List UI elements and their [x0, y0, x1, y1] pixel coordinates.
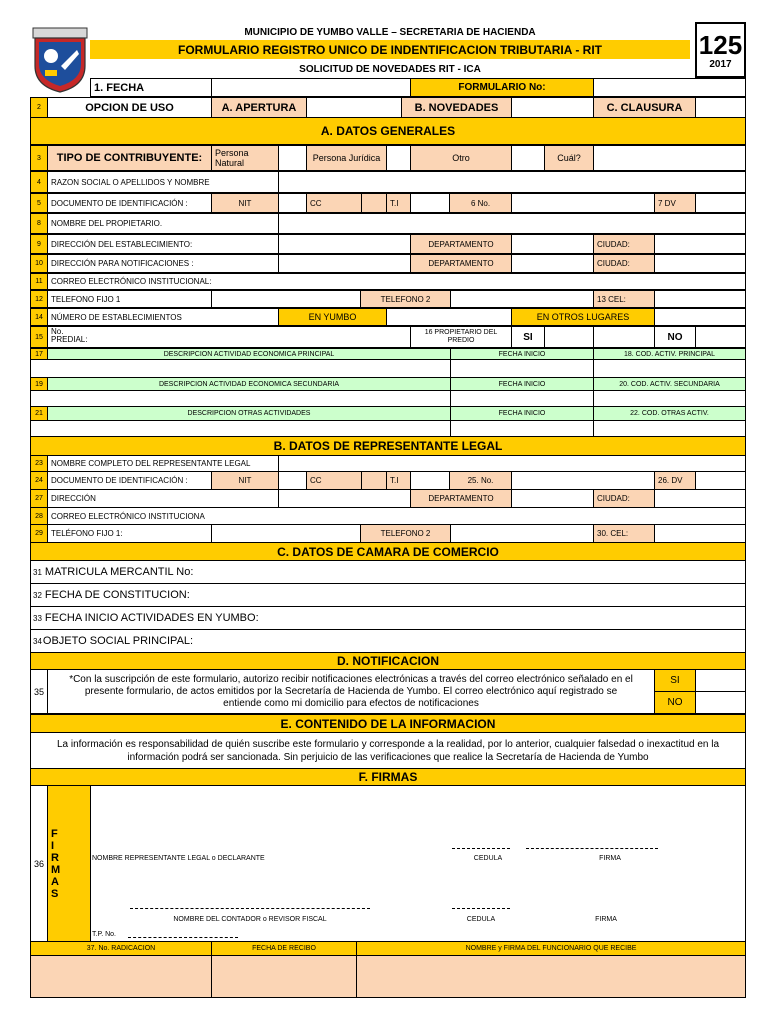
celular-input[interactable] [654, 290, 746, 308]
constitucion-row[interactable] [30, 583, 746, 607]
form-year: 2017 [709, 58, 732, 70]
ciudad-input[interactable] [654, 234, 746, 254]
en-yumbo-label: EN YUMBO [278, 308, 387, 326]
cedula-label: CEDULA [473, 854, 503, 862]
notificacion-si-checkbox[interactable] [695, 669, 746, 692]
rep-departamento-input[interactable] [511, 489, 594, 508]
departamento-label: DEPARTAMENTO [410, 234, 512, 254]
telefono2-input[interactable] [450, 290, 594, 308]
contenido-text [30, 732, 746, 768]
objeto-label: OBJETO SOCIAL PRINCIPAL: [42, 635, 194, 647]
radicacion-label: 37. No. RADICACION [30, 941, 212, 956]
num-establecimientos-label: NÚMERO DE ESTABLECIMIENTOS [47, 308, 279, 326]
fecha-inicio-label: FECHA INICIO [450, 406, 594, 421]
tp-label: T.P. No. [92, 930, 116, 938]
fecha-recibo-label: FECHA DE RECIBO [211, 941, 357, 956]
row-number: 35 [30, 669, 48, 714]
rep-legal-firma-label: NOMBRE REPRESENTANTE LEGAL o DECLARANTE [92, 854, 265, 862]
numero-6-label: 6 No. [449, 193, 512, 213]
row-number: 10 [30, 254, 48, 273]
rep-ciudad-input[interactable] [654, 489, 746, 508]
nit-checkbox[interactable] [278, 193, 307, 213]
matricula-row[interactable] [30, 560, 746, 584]
otro-option: Otro [410, 145, 512, 171]
notificacion-text [47, 669, 655, 714]
section-d-title: D. NOTIFICACION [30, 652, 746, 670]
firmas-letter: F [51, 827, 58, 840]
tp-line[interactable] [128, 937, 238, 938]
correo-label: CORREO ELECTRÓNICO INSTITUCIONAL: [47, 273, 746, 290]
cc-checkbox[interactable] [361, 193, 387, 213]
predio-si-label: SI [511, 326, 545, 348]
cc-option: CC [306, 193, 387, 213]
departamento-input[interactable] [511, 254, 594, 273]
notificacion-no-label: NO [654, 691, 696, 714]
form-code: 125 [698, 29, 743, 60]
form-code-box [695, 22, 746, 78]
cedula-line[interactable] [452, 848, 510, 849]
persona-natural-checkbox[interactable] [278, 145, 307, 171]
propietario-predio-text: 16 PROPIETARIO DEL PREDIO [424, 329, 498, 344]
rep-correo-label: CORREO ELECTRÓNICO INSTITUCIONA [47, 507, 746, 525]
rep-departamento-label: DEPARTAMENTO [410, 489, 512, 508]
act-principal-input[interactable] [30, 359, 451, 378]
cod-principal-input[interactable] [593, 359, 746, 378]
row-number: 33 [33, 613, 42, 623]
razon-social-input[interactable] [278, 171, 746, 193]
dir-notificaciones-label: DIRECCIÓN PARA NOTIFICACIONES : [47, 254, 279, 273]
contador-line[interactable] [130, 908, 370, 909]
fecha-inicio-label: FECHA INICIO [450, 348, 594, 360]
predio-no-checkbox[interactable] [695, 326, 746, 348]
cod-secundaria-label: 20. COD. ACTIV. SECUNDARIA [593, 377, 746, 391]
act-principal-label: DESCRIPCION ACTIVIDAD ECONOMICA PRINCIPAL [47, 348, 451, 360]
row-number: 21 [30, 406, 48, 421]
persona-juridica-label: Persona Jurídica [312, 153, 381, 163]
otras-act-label: DESCRIPCION OTRAS ACTIVIDADES [47, 406, 451, 421]
row-number: 24 [30, 471, 48, 490]
apertura-option: A. APERTURA [211, 97, 307, 118]
form-title: FORMULARIO REGISTRO UNICO DE INDENTIFICACION TRIBUTARIA - RIT [90, 40, 690, 59]
funcionario-input[interactable] [356, 955, 746, 998]
contador-label: NOMBRE DEL CONTADOR o REVISOR FISCAL [173, 915, 327, 923]
row-number: 2 [30, 97, 48, 118]
rep-telefono-fijo-label: TELÉFONO FIJO 1: [47, 524, 212, 543]
contador-cedula-label: CEDULA [466, 915, 496, 923]
cual-input[interactable] [593, 145, 746, 171]
notificacion-line1: *Con la suscripción de este formulario, autorizo recibir notificaciones electrónicas a través del correo electrónico señalado en el [69, 673, 633, 685]
row-number: 31 [33, 567, 42, 577]
fecha-inicio-principal-input[interactable] [450, 359, 594, 378]
cod-principal-label: 18. COD. ACTIV. PRINCIPAL [593, 348, 746, 360]
dir-notificaciones-input[interactable] [278, 254, 411, 273]
propietario-input[interactable] [278, 213, 746, 234]
act-secundaria-input[interactable] [30, 390, 451, 407]
departamento-input[interactable] [511, 234, 594, 254]
apertura-checkbox[interactable] [306, 97, 402, 118]
rep-ti-checkbox[interactable] [410, 471, 450, 490]
fecha-label: 1. FECHA [90, 78, 212, 97]
rep-telefono-fijo-input[interactable] [211, 524, 361, 543]
otro-checkbox[interactable] [511, 145, 545, 171]
section-b-title: B. DATOS DE REPRESENTANTE LEGAL [30, 436, 746, 456]
novedades-option: B. NOVEDADES [401, 97, 512, 118]
formulario-no-input[interactable] [593, 78, 746, 97]
notificacion-no-checkbox[interactable] [695, 691, 746, 714]
otras-act-input[interactable] [30, 420, 451, 437]
row-number: 29 [30, 524, 48, 543]
firmas-letter: I [51, 839, 55, 852]
ciudad-input[interactable] [654, 254, 746, 273]
form-subtitle: SOLICITUD DE NOVEDADES RIT - ICA [299, 63, 481, 75]
ciudad-label: CIUDAD: [593, 234, 655, 254]
shield-icon [31, 26, 89, 94]
fecha-inicio-label: FECHA INICIO [450, 377, 594, 391]
rep-ciudad-label: CIUDAD: [593, 489, 655, 508]
row-number: 32 [33, 590, 42, 600]
firma-label: FIRMA [599, 854, 621, 862]
nit-option: NIT [211, 193, 279, 213]
row-number: 15 [30, 326, 48, 348]
no-predial-label [47, 326, 411, 348]
clausura-checkbox[interactable] [695, 97, 746, 118]
rep-nit-checkbox[interactable] [278, 471, 307, 490]
fecha-recibo-input[interactable] [211, 955, 357, 998]
cod-otras-label: 22. COD. OTRAS ACTIV. [593, 406, 746, 421]
celular-label: 13 CEL: [593, 290, 655, 308]
rep-dv-input[interactable] [695, 471, 746, 490]
rep-cc-checkbox[interactable] [361, 471, 387, 490]
firmas-vertical [47, 785, 91, 942]
act-secundaria-label: DESCRIPCION ACTIVIDAD ECONOMICA SECUNDARIA [47, 377, 451, 391]
no-predial-text: No. PREDIAL: [51, 327, 88, 344]
opcion-uso-label: OPCION DE USO [47, 97, 212, 118]
persona-natural-label: Persona Natural [215, 148, 249, 168]
clausura-option: C. CLAUSURA [593, 97, 696, 118]
en-yumbo-input[interactable] [386, 308, 512, 326]
row-number: 19 [30, 377, 48, 391]
notificacion-si-label: SI [654, 669, 696, 692]
contenido-line1: La información es responsabilidad de quién suscribe este formulario y corresponde a la realidad, por lo anterior, cualquier falsedad o inexactitud en la [56, 738, 720, 750]
funcionario-label: NOMBRE y FIRMA DEL FUNCIONARIO QUE RECIBE [356, 941, 746, 956]
persona-juridica-checkbox[interactable] [386, 145, 411, 171]
constitucion-label: FECHA DE CONSTITUCION: [44, 589, 190, 601]
rep-direccion-input[interactable] [278, 489, 411, 508]
tipo-contribuyente-label: TIPO DE CONTRIBUYENTE: [47, 145, 212, 171]
documento-label: DOCUMENTO DE IDENTIFICACIÓN : [47, 193, 212, 213]
contenido-line2: información podrá ser sancionada. Sin perjuicio de las verificaciones que realice la Secretaría de Hacienda de Yumbo [127, 751, 649, 763]
rep-ti-option: T.I [386, 471, 411, 490]
row-number: 23 [30, 455, 48, 472]
rep-celular-label: 30. CEL: [593, 524, 655, 543]
rep-dv-label: 26. DV [654, 471, 696, 490]
contador-cedula-line[interactable] [452, 908, 510, 909]
formulario-no-label: FORMULARIO No: [410, 78, 594, 97]
notificacion-line2: presente formulario, de actos emitidos por la Secretaría de Hacienda de Yumbo. El correo electrónico aquí registrado se [84, 685, 618, 697]
row-number: 9 [30, 234, 48, 254]
predio-blank [593, 326, 655, 348]
row-number: 28 [30, 507, 48, 525]
municipality-logo [31, 26, 89, 94]
rep-nombre-input[interactable] [278, 455, 746, 472]
row-number: 8 [30, 213, 48, 234]
dv-7-label: 7 DV [654, 193, 696, 213]
objeto-row[interactable] [30, 629, 746, 653]
contador-firma-label: FIRMA [595, 915, 617, 923]
inicio-yumbo-label: FECHA INICIO ACTIVIDADES EN YUMBO: [44, 612, 259, 624]
predio-no-label: NO [654, 326, 696, 348]
firmas-letter: S [51, 887, 59, 900]
row-number: 17 [30, 348, 48, 360]
row-number: 3 [30, 145, 48, 171]
rep-telefono2-label: TELEFONO 2 [360, 524, 451, 543]
fecha-inicio-otras-input[interactable] [450, 420, 594, 437]
firmas-letter: M [51, 863, 61, 876]
firmas-letter: R [51, 851, 59, 864]
rep-nit-option: NIT [211, 471, 279, 490]
row-number: 5 [30, 193, 48, 213]
row-number: 34 [33, 636, 42, 646]
telefono-fijo-label: TELEFONO FIJO 1 [47, 290, 212, 308]
fecha-input[interactable] [211, 78, 411, 97]
telefono2-label: TELEFONO 2 [360, 290, 451, 308]
rep-numero-input[interactable] [511, 471, 655, 490]
otros-lugares-label: EN OTROS LUGARES [511, 308, 655, 326]
row-number: 12 [30, 290, 48, 308]
section-a-title: A. DATOS GENERALES [30, 117, 746, 145]
notificacion-line3: entiende como mi domicilio para efectos de notificaciones [223, 697, 479, 709]
numero-6-input[interactable] [511, 193, 655, 213]
predio-si-checkbox[interactable] [544, 326, 594, 348]
otros-lugares-input[interactable] [654, 308, 746, 326]
dv-7-input[interactable] [695, 193, 746, 213]
row-number: 4 [30, 171, 48, 193]
section-e-title: E. CONTENIDO DE LA INFORMACION [30, 714, 746, 733]
persona-juridica-option [306, 145, 387, 171]
row-number: 14 [30, 308, 48, 326]
rep-nombre-label: NOMBRE COMPLETO DEL REPRESENTANTE LEGAL [47, 455, 279, 472]
cual-label: Cuál? [544, 145, 594, 171]
inicio-yumbo-row[interactable] [30, 606, 746, 630]
novedades-checkbox[interactable] [511, 97, 594, 118]
propietario-predio-label [410, 326, 512, 348]
dir-establecimiento-input[interactable] [278, 234, 411, 254]
rep-telefono2-input[interactable] [450, 524, 594, 543]
rep-direccion-label: DIRECCIÓN [47, 489, 279, 508]
rep-cc-option: CC [306, 471, 387, 490]
firmas-letter: A [51, 875, 59, 888]
fecha-inicio-secundaria-input[interactable] [450, 390, 594, 407]
radicacion-input[interactable] [30, 955, 212, 998]
ti-checkbox[interactable] [410, 193, 450, 213]
firma-line[interactable] [526, 848, 658, 849]
persona-natural-option [211, 145, 279, 171]
row-number: 36 [30, 785, 48, 942]
cod-secundaria-input[interactable] [593, 390, 746, 407]
municipality-name: MUNICIPIO DE YUMBO VALLE – SECRETARIA DE HACIENDA [244, 26, 536, 38]
ti-option: T.I [386, 193, 411, 213]
section-f-title: F. FIRMAS [30, 768, 746, 786]
row-number: 11 [30, 273, 48, 290]
telefono-fijo-input[interactable] [211, 290, 361, 308]
rep-documento-label: DOCUMENTO DE IDENTIFICACIÓN : [47, 471, 212, 490]
propietario-label: NOMBRE DEL PROPIETARIO. [47, 213, 279, 234]
row-number: 27 [30, 489, 48, 508]
cod-otras-input[interactable] [593, 420, 746, 437]
ciudad-label: CIUDAD: [593, 254, 655, 273]
departamento-label: DEPARTAMENTO [410, 254, 512, 273]
dir-establecimiento-label: DIRECCIÓN DEL ESTABLECIMIENTO: [47, 234, 279, 254]
rep-celular-input[interactable] [654, 524, 746, 543]
section-c-title: C. DATOS DE CAMARA DE COMERCIO [30, 542, 746, 561]
razon-social-label: RAZON SOCIAL O APELLIDOS Y NOMBRE [47, 171, 279, 193]
matricula-label: MATRICULA MERCANTIL No: [44, 566, 194, 578]
rep-numero-label: 25. No. [449, 471, 512, 490]
